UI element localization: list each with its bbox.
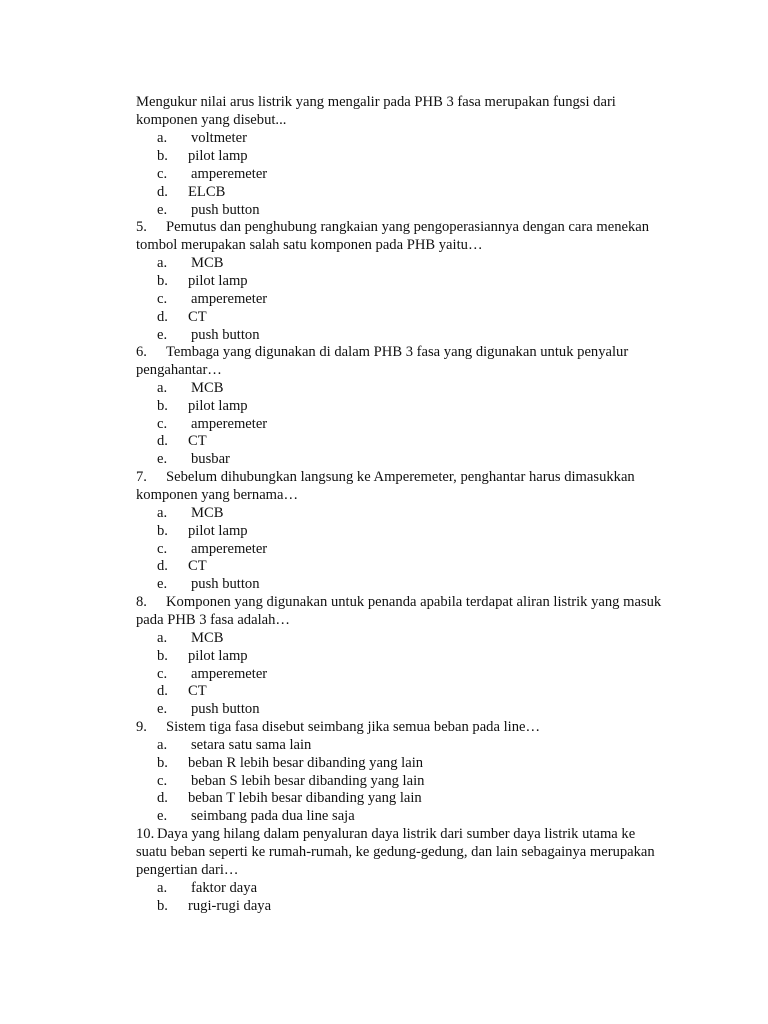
option-letter: a. <box>157 880 168 896</box>
option-letter: b. <box>157 648 168 664</box>
question-text: pengahantar… <box>136 362 222 378</box>
option-text: CT <box>188 309 207 325</box>
option-letter: d. <box>157 184 168 200</box>
question-text: Sebelum dihubungkan langsung ke Amperemeter, penghantar harus dimasukkan <box>166 469 635 485</box>
option-letter: b. <box>157 898 168 914</box>
option-letter: d. <box>157 309 168 325</box>
option-letter: e. <box>157 327 168 343</box>
option-text: busbar <box>191 451 230 467</box>
option-letter: a. <box>157 505 168 521</box>
option-letter: c. <box>157 291 168 307</box>
option-text: MCB <box>191 255 224 271</box>
option-text: beban R lebih besar dibanding yang lain <box>188 755 424 771</box>
option-text: amperemeter <box>191 416 268 432</box>
option-letter: e. <box>157 451 168 467</box>
question-text: komponen yang disebut... <box>136 112 287 128</box>
question-number: 8. <box>136 594 147 610</box>
option-text: pilot lamp <box>188 523 248 539</box>
option-text: pilot lamp <box>188 273 248 289</box>
question-text: tombol merupakan salah satu komponen pada PHB yaitu… <box>136 237 483 253</box>
option-letter: b. <box>157 755 168 771</box>
option-text: rugi-rugi daya <box>188 898 272 914</box>
option-text: amperemeter <box>191 666 268 682</box>
question-number: 10. <box>136 826 155 842</box>
option-text: amperemeter <box>191 291 268 307</box>
option-text: setara satu sama lain <box>191 737 312 753</box>
option-letter: b. <box>157 273 168 289</box>
option-text: seimbang pada dua line saja <box>191 808 355 824</box>
option-letter: c. <box>157 773 168 789</box>
option-letter: c. <box>157 541 168 557</box>
option-text: push button <box>191 327 260 343</box>
option-text: MCB <box>191 505 224 521</box>
question-text: Komponen yang digunakan untuk penanda apabila terdapat aliran listrik yang masuk <box>166 594 662 610</box>
option-text: beban S lebih besar dibanding yang lain <box>191 773 425 789</box>
question-text: suatu beban seperti ke rumah-rumah, ke gedung-gedung, dan lain sebagainya merupakan <box>136 844 655 860</box>
option-text: push button <box>191 202 260 218</box>
option-letter: d. <box>157 683 168 699</box>
option-letter: d. <box>157 558 168 574</box>
option-letter: a. <box>157 255 168 271</box>
option-letter: e. <box>157 576 168 592</box>
option-text: MCB <box>191 630 224 646</box>
option-text: pilot lamp <box>188 148 248 164</box>
option-letter: d. <box>157 790 168 806</box>
option-text: ELCB <box>188 184 226 200</box>
option-letter: c. <box>157 416 168 432</box>
option-letter: a. <box>157 380 168 396</box>
option-letter: a. <box>157 737 168 753</box>
option-text: faktor daya <box>191 880 258 896</box>
question-number: 6. <box>136 344 147 360</box>
option-letter: b. <box>157 523 168 539</box>
question-text: Daya yang hilang dalam penyaluran daya listrik dari sumber daya listrik utama ke <box>157 826 636 842</box>
option-letter: a. <box>157 130 168 146</box>
option-text: push button <box>191 576 260 592</box>
question-text: Tembaga yang digunakan di dalam PHB 3 fasa yang digunakan untuk penyalur <box>166 344 629 360</box>
option-text: pilot lamp <box>188 648 248 664</box>
question-number: 7. <box>136 469 147 485</box>
option-text: CT <box>188 683 207 699</box>
option-letter: c. <box>157 666 168 682</box>
option-text: pilot lamp <box>188 398 248 414</box>
option-letter: e. <box>157 701 168 717</box>
option-letter: a. <box>157 630 168 646</box>
question-number: 5. <box>136 219 147 235</box>
question-text: pada PHB 3 fasa adalah… <box>136 612 290 628</box>
question-text: Mengukur nilai arus listrik yang mengalir pada PHB 3 fasa merupakan fungsi dari <box>136 94 616 110</box>
option-text: CT <box>188 558 207 574</box>
option-letter: e. <box>157 202 168 218</box>
question-text: pengertian dari… <box>136 862 239 878</box>
option-letter: e. <box>157 808 168 824</box>
question-number: 9. <box>136 719 147 735</box>
option-text: amperemeter <box>191 541 268 557</box>
option-text: CT <box>188 433 207 449</box>
question-text: Pemutus dan penghubung rangkaian yang pengoperasiannya dengan cara menekan <box>166 219 650 235</box>
option-letter: d. <box>157 433 168 449</box>
option-letter: b. <box>157 398 168 414</box>
option-text: voltmeter <box>191 130 247 146</box>
option-text: push button <box>191 701 260 717</box>
option-text: MCB <box>191 380 224 396</box>
option-text: amperemeter <box>191 166 268 182</box>
question-text: Sistem tiga fasa disebut seimbang jika semua beban pada line… <box>166 719 541 735</box>
option-letter: b. <box>157 148 168 164</box>
option-letter: c. <box>157 166 168 182</box>
option-text: beban T lebih besar dibanding yang lain <box>188 790 422 806</box>
question-text: komponen yang bernama… <box>136 487 299 503</box>
